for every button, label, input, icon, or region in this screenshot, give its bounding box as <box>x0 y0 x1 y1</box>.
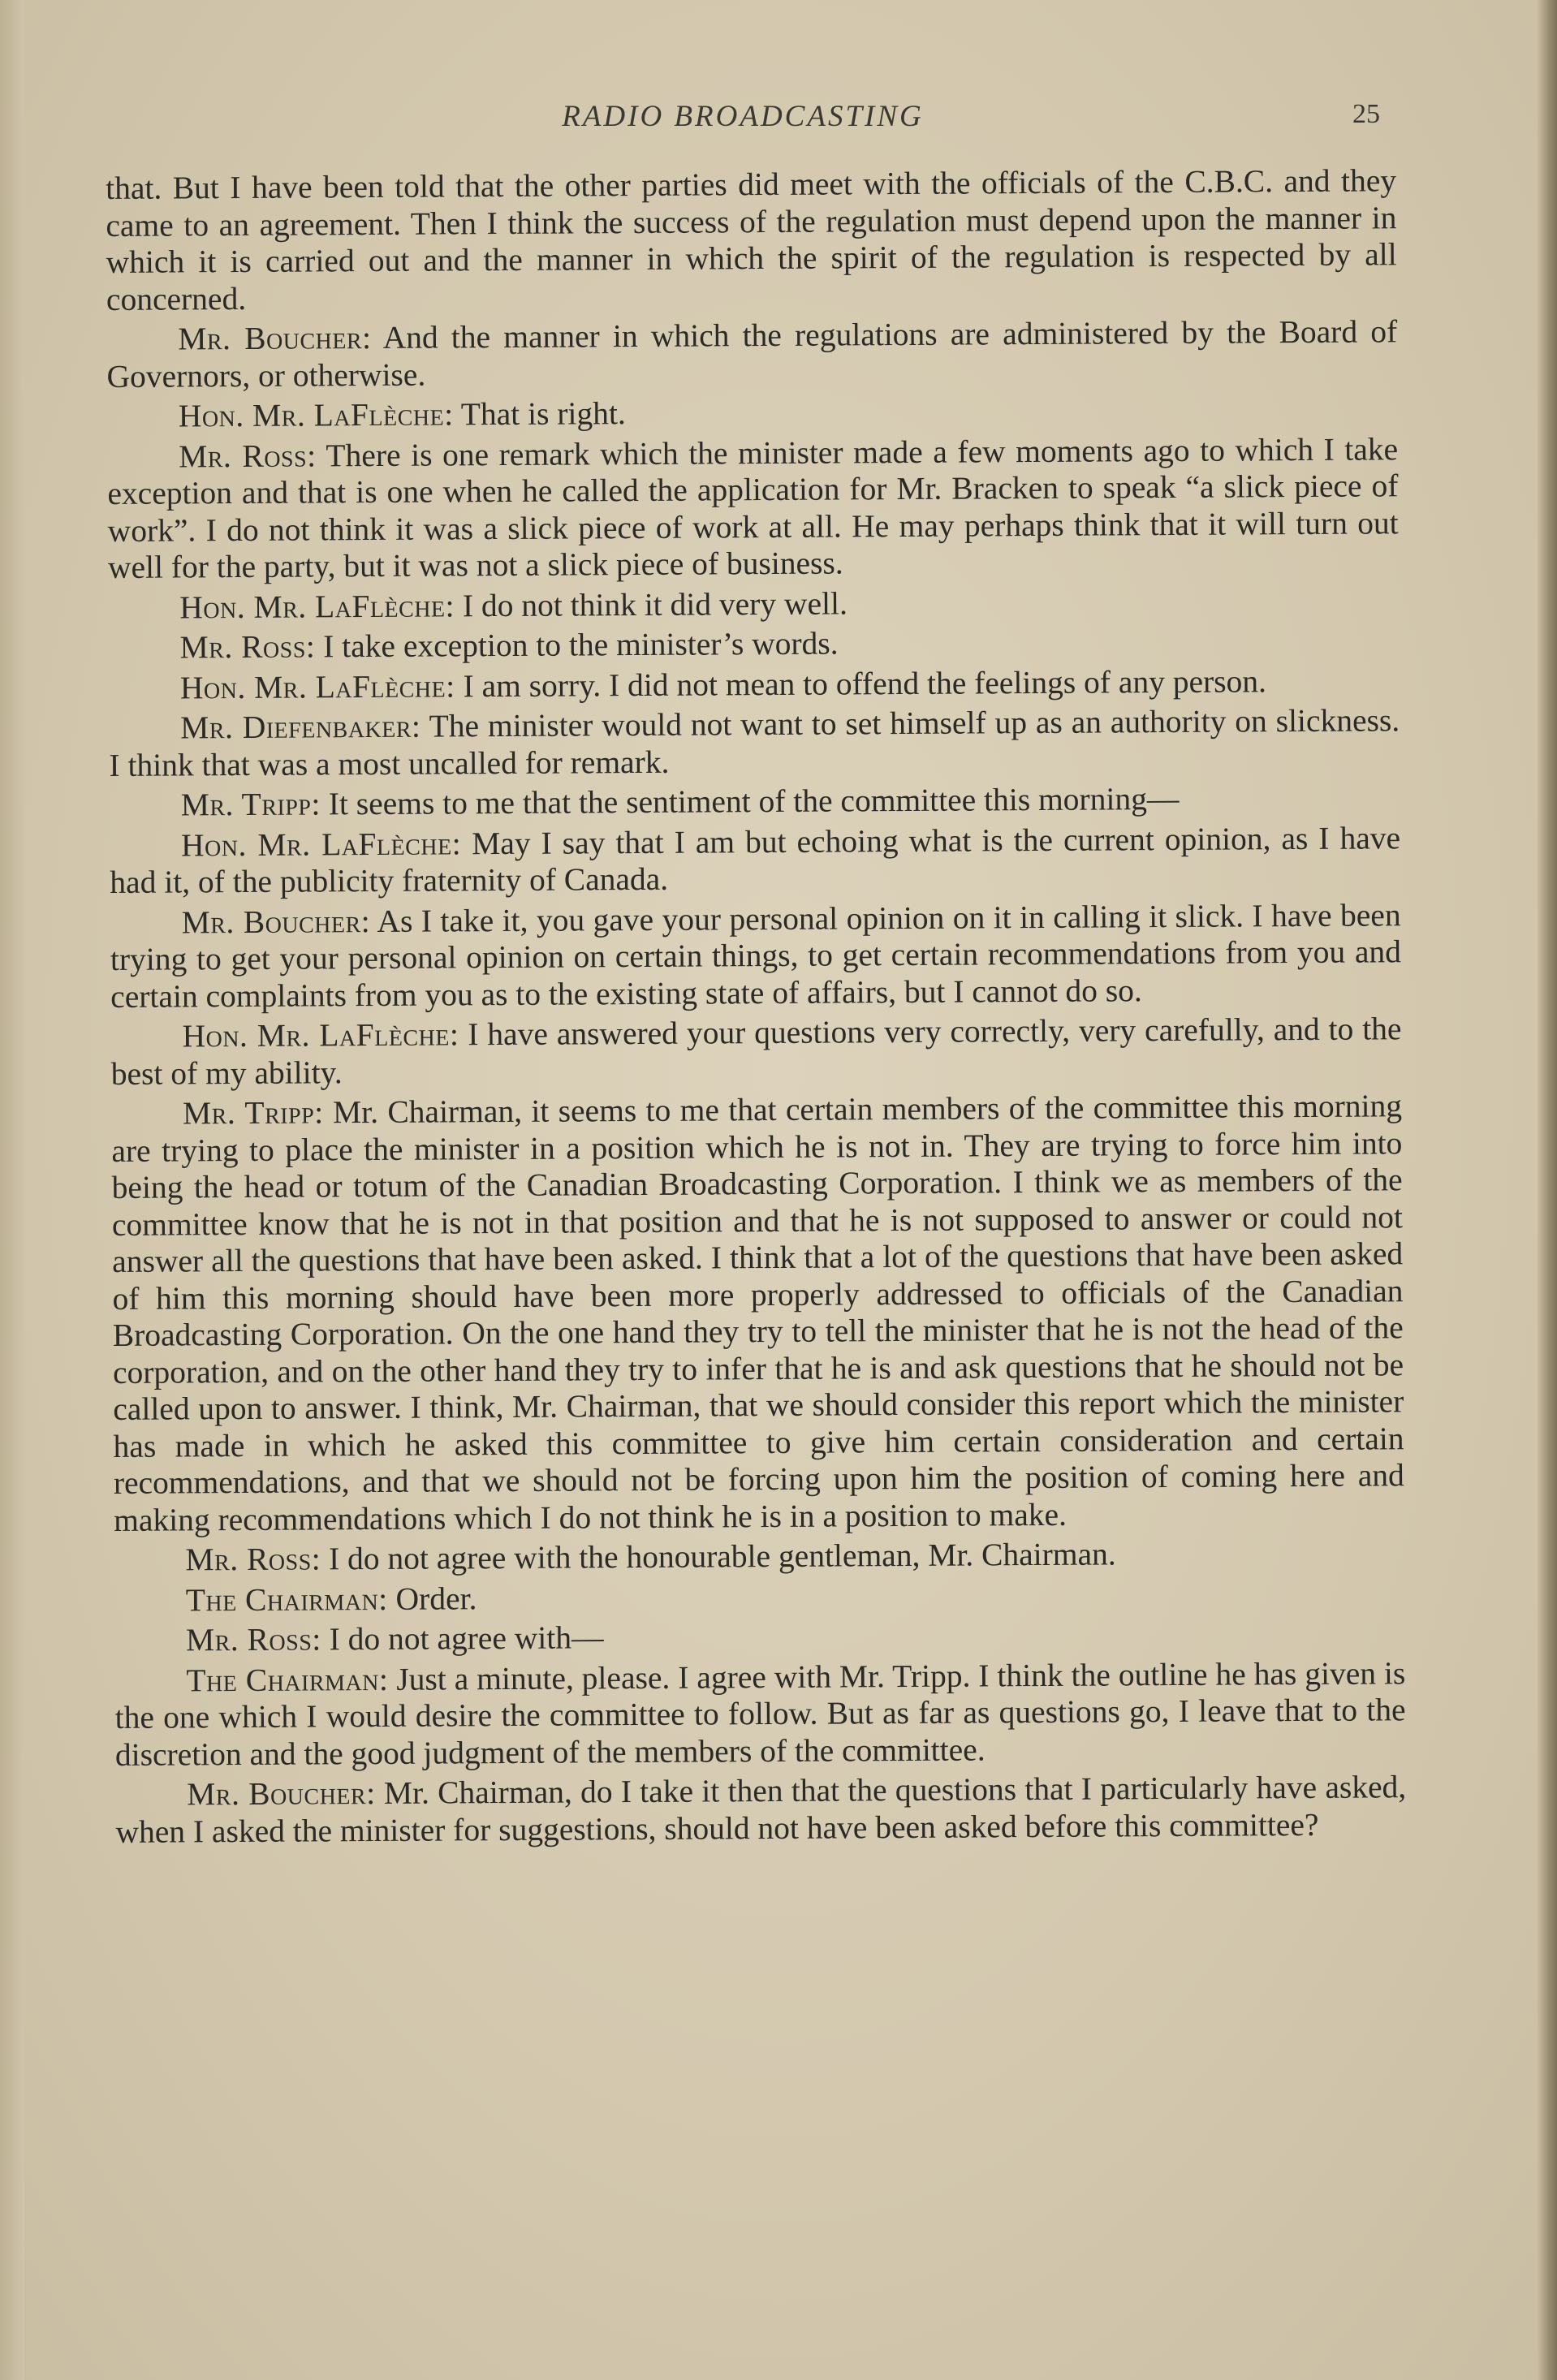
paragraph <box>115 1769 1407 1851</box>
paragraph-text: I take exception to the minister’s words. <box>323 625 839 665</box>
speaker-name: The Chairman: <box>185 1580 388 1618</box>
speaker-name: Mr. Boucher: <box>187 1775 376 1813</box>
body-text <box>106 162 1407 1854</box>
page-left-edge <box>0 0 24 2380</box>
paragraph <box>107 390 1398 435</box>
paragraph <box>111 1088 1404 1539</box>
paragraph <box>107 431 1399 587</box>
page-binding-edge <box>1538 0 1557 2380</box>
paragraph-text: There is one remark which the minister made a few moments ago to which I take exception and that is one when he called the application for Mr. Bracken to speak “a slick piece of work”. I do not think it was a slick piece of work at all. He may perhaps think that it will turn out well for the party, but it was not a slick piece of business. <box>107 430 1399 585</box>
running-header <box>106 99 1380 140</box>
speaker-name: The Chairman: <box>186 1661 389 1698</box>
speaker-name: Hon. Mr. LaFlèche: <box>179 587 455 625</box>
paragraph <box>114 1655 1406 1774</box>
speaker-name: Mr. Tripp: <box>180 786 321 823</box>
paragraph <box>110 897 1402 1015</box>
paragraph-text: Mr. Chairman, it seems to me that certain members of the committee this morning are trying to place the minister in a position which he is not in. They are trying to force him into being the head or totum of the Canadian Broadcasting Corporation. I think we as members of the committee know that he is not in that position and that he is not supposed to answer or could not answer all the questions that have been asked. I think that a lot of the questions that have been asked of him this morning should have been more properly addressed to officials of the Canadian Broadcasting Corporation. On the one hand they try to tell the minister that he is not the head of the corporation, and on the other hand they try to infer that he is and ask questions that he should not be called upon to answer. I think, Mr. Chairman, that we should consider this report which the minister has made in which he asked this committee to give him certain consideration and certain recommendations, and that we should not be forcing upon him the position of coming here and making recommendations which I do not think he is in a position to make. <box>111 1088 1404 1538</box>
paragraph-text: Order. <box>395 1580 477 1617</box>
speaker-name: Mr. Ross: <box>179 628 316 666</box>
paragraph-text: I am sorry. I did not mean to offend the feelings of any person. <box>463 662 1267 704</box>
page-number: 25 <box>1352 99 1380 129</box>
paragraph <box>114 1534 1404 1579</box>
running-title: RADIO BROADCASTING <box>562 100 924 133</box>
paragraph-text: That is right. <box>460 395 626 433</box>
speaker-name: Mr. Tripp: <box>182 1094 324 1132</box>
paragraph <box>109 662 1400 707</box>
paragraph <box>106 313 1398 395</box>
paragraph <box>114 1575 1405 1619</box>
paragraph-text: I do not agree with— <box>329 1619 604 1658</box>
paragraph-text: And the manner in which the regulations are administered by the Board of Governors, or otherwise. <box>106 313 1398 395</box>
paragraph <box>114 1615 1405 1659</box>
paragraph <box>108 582 1399 627</box>
paragraph-text: I do not agree with the honourable gentleman, Mr. Chairman. <box>328 1536 1116 1577</box>
paragraph-text: The minister would not want to set himself up as an authority on slickness. I think that was a most uncalled for remark. <box>109 702 1400 783</box>
speaker-name: Hon. Mr. LaFlèche: <box>178 396 454 434</box>
paragraph-text: It seems to me that the sentiment of the committee this morning— <box>328 780 1180 822</box>
paragraph <box>108 622 1399 666</box>
paragraph <box>110 1011 1402 1093</box>
paragraph <box>109 702 1400 784</box>
speaker-name: Mr. Ross: <box>185 1621 321 1658</box>
paragraph-text: As I take it, you gave your personal opinion on it in calling it slick. I have been trying to get your personal opinion on certain things, to get certain recommendations from you and certain complaints from you as to the existing state of affairs, but I cannot do so. <box>110 896 1402 1015</box>
paragraph-text: I have answered your questions very correctly, very carefully, and to the best of my ability. <box>110 1011 1402 1092</box>
paragraph <box>110 779 1400 824</box>
speaker-name: Mr. Ross: <box>179 437 317 474</box>
speaker-name: Mr. Diefenbaker: <box>180 708 421 746</box>
paragraph-text: May I say that I am but echoing what is the current opinion, as I have had it, of the publicity fraternity of Canada. <box>110 819 1401 900</box>
paragraph-text: Mr. Chairman, do I take it then that the questions that I particularly have asked, when I asked the minister for suggestions, should not have been asked before this committee? <box>115 1769 1407 1850</box>
speaker-name: Hon. Mr. LaFlèche: <box>180 825 462 863</box>
speaker-name: Hon. Mr. LaFlèche: <box>182 1016 459 1054</box>
paragraph-text: that. But I have been told that the other parties did meet with the officials of the C.B.C. and they came to an agreement. Then I think the success of the regulation must depend upon the manner in which it is carried out and the manner in which the spirit of the regulation is respected by all concerned. <box>106 162 1397 317</box>
paragraph-text: I do not think it did very well. <box>462 584 848 623</box>
paragraph-text: Just a minute, please. I agree with Mr. Tripp. I think the outline he has given is the one which I would desire the committee to follow. But as far as questions go, I leave that to the discretion and the good judgment of the members of the committee. <box>114 1654 1406 1773</box>
speaker-name: Hon. Mr. LaFlèche: <box>179 667 455 705</box>
paragraph <box>110 820 1401 902</box>
speaker-name: Mr. Ross: <box>185 1541 321 1578</box>
speaker-name: Mr. Boucher: <box>181 903 371 940</box>
paragraph <box>106 162 1397 318</box>
speaker-name: Mr. Boucher: <box>178 320 372 357</box>
